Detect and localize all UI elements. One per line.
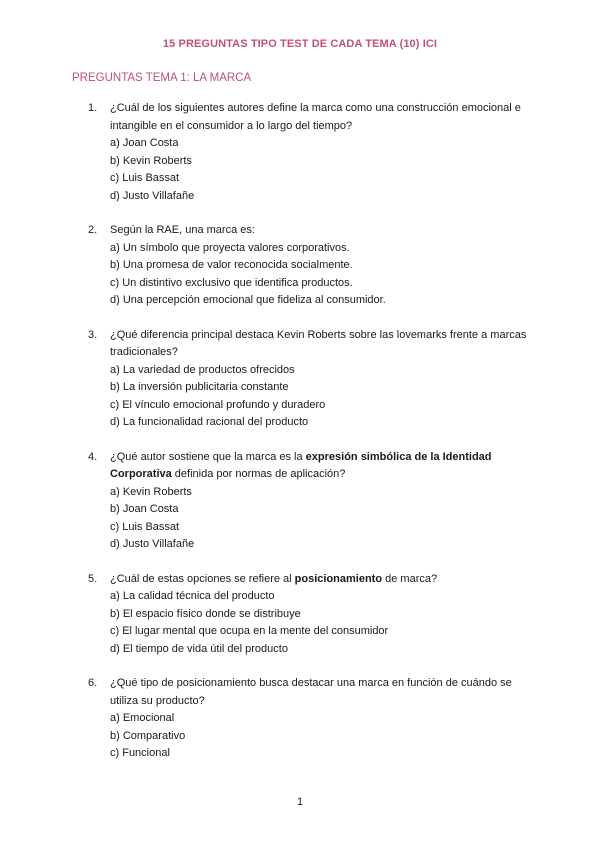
page-number: 1 (296, 796, 304, 808)
question-list (88, 100, 538, 780)
option: a) La variedad de productos ofrecidos (110, 363, 295, 376)
option: c) Un distintivo exclusivo que identifica productos. (110, 276, 353, 289)
option: b) Kevin Roberts (110, 154, 192, 167)
option-list (110, 240, 538, 310)
question-number: 3. (88, 328, 98, 341)
question-text: Según la RAE, una marca es: (110, 224, 255, 236)
bold-phrase: expresión simbólica de la Identidad Corporativa (110, 450, 492, 480)
question-number: 2. (88, 224, 98, 236)
option: c) Funcional (110, 747, 170, 759)
question-text: ¿Cuál de estas opciones se refiere al posicionamiento de marca? (110, 572, 438, 585)
option: a) Emocional (110, 712, 175, 724)
option: d) El tiempo de vida útil del producto (110, 642, 288, 655)
option: d) Justo Villafañe (110, 538, 195, 550)
option: c) El lugar mental que ocupa en la mente del consumidor (110, 625, 389, 637)
option: b) La inversión publicitaria constante (110, 381, 289, 393)
question-number: 6. (88, 677, 98, 689)
question-item (88, 222, 538, 310)
question-text: ¿Qué autor sostiene que la marca es la expresión simbólica de la Identidad Corporativa definida por normas de aplicación? (110, 450, 492, 480)
section-title: PREGUNTAS TEMA 1: LA MARCA (72, 72, 252, 84)
option-list (110, 135, 538, 205)
option: a) Kevin Roberts (110, 485, 192, 498)
question-item (88, 327, 538, 432)
option: a) Joan Costa (110, 137, 179, 149)
question-number: 5. (88, 572, 98, 585)
question-item (88, 675, 538, 763)
bold-phrase: posicionamiento (294, 572, 383, 585)
option-list (110, 484, 538, 554)
option: c) El vínculo emocional profundo y duradero (110, 398, 326, 411)
option: c) Luis Bassat (110, 520, 180, 533)
question-text: ¿Qué tipo de posicionamiento busca destacar una marca en función de cuándo se utiliza su producto? (110, 677, 512, 707)
question-item (88, 100, 538, 205)
option: b) Comparativo (110, 729, 186, 742)
question-item (88, 571, 538, 659)
option: d) Justo Villafañe (110, 189, 195, 202)
document-title: 15 PREGUNTAS TIPO TEST DE CADA TEMA (10) ICI (162, 38, 438, 50)
option: a) Un símbolo que proyecta valores corporativos. (110, 241, 350, 254)
option-list (110, 710, 538, 763)
question-item (88, 449, 538, 554)
option: d) Una percepción emocional que fideliza al consumidor. (110, 294, 386, 306)
question-text: ¿Qué diferencia principal destaca Kevin Roberts sobre las lovemarks frente a marcas tradicionales? (110, 328, 527, 358)
option: c) Luis Bassat (110, 172, 180, 184)
option-list (110, 362, 538, 432)
question-number: 1. (88, 102, 98, 114)
option: b) Joan Costa (110, 503, 179, 515)
question-number: 4. (88, 450, 98, 463)
question-text: ¿Cuál de los siguientes autores define la marca como una construcción emocional e intangible en el consumidor a lo largo del tiempo? (110, 102, 521, 132)
option-list (110, 588, 538, 658)
option: b) El espacio físico donde se distribuye (110, 607, 301, 620)
option: a) La calidad técnica del producto (110, 590, 275, 602)
option: d) La funcionalidad racional del producto (110, 416, 309, 428)
option: b) Una promesa de valor reconocida socialmente. (110, 259, 353, 271)
